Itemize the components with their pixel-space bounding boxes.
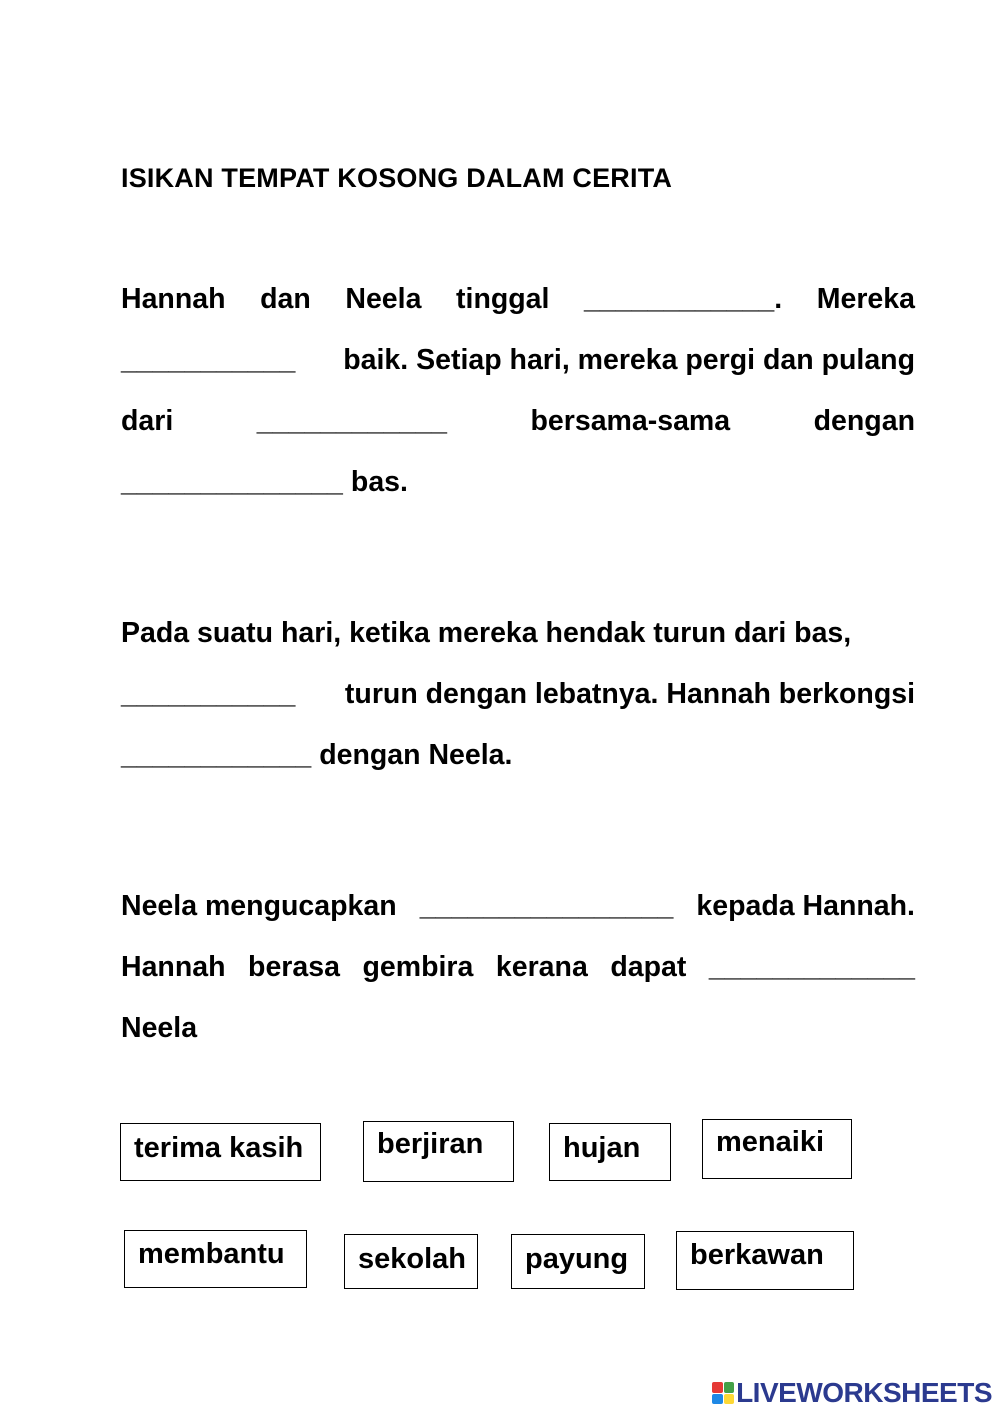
- word: Neela: [345, 283, 422, 315]
- line-text: bas.: [350, 466, 408, 498]
- word-chip-payung[interactable]: payung: [511, 1234, 645, 1289]
- line-text: Pada suatu hari, ketika mereka hendak turun dari bas,: [121, 617, 852, 649]
- word: berasa: [248, 951, 340, 983]
- word: Hannah: [121, 951, 226, 983]
- blank-4[interactable]: ______________: [121, 466, 343, 498]
- word-chip-menaiki[interactable]: menaiki: [702, 1119, 852, 1179]
- liveworksheets-logo-icon: [712, 1382, 734, 1404]
- word-chip-hujan[interactable]: hujan: [549, 1123, 671, 1181]
- word-chip-membantu[interactable]: membantu: [124, 1230, 307, 1288]
- word-chip-sekolah[interactable]: sekolah: [344, 1234, 478, 1289]
- paragraph2-line2: [121, 671, 915, 711]
- word: kerana: [495, 951, 588, 983]
- paragraph3-line1: [121, 883, 915, 923]
- word: gembira: [362, 951, 474, 983]
- line-text: Neela mengucapkan: [121, 890, 397, 922]
- blank-2[interactable]: ___________: [121, 344, 296, 376]
- word: dari: [121, 405, 174, 437]
- paragraph3-line3: [121, 1005, 915, 1045]
- line-text: Neela: [121, 1012, 198, 1044]
- blank-6[interactable]: ____________: [121, 739, 312, 771]
- line-text: turun dengan lebatnya. Hannah berkongsi: [344, 678, 915, 710]
- paragraph3-line2: [121, 944, 915, 984]
- paragraph1-line4: [121, 459, 915, 499]
- line-text: kepada Hannah.: [696, 890, 915, 922]
- paragraph2-line1: [121, 610, 915, 650]
- word: dapat: [610, 951, 687, 983]
- line-text: baik. Setiap hari, mereka pergi dan pulang: [343, 344, 915, 376]
- blank-3[interactable]: ____________: [256, 405, 447, 437]
- paragraph1-line1: [121, 276, 915, 316]
- blank-5[interactable]: ___________: [121, 678, 296, 710]
- paragraph1-line2: [121, 337, 915, 377]
- worksheet-title: ISIKAN TEMPAT KOSONG DALAM CERITA: [121, 163, 673, 193]
- word: Mereka: [816, 283, 915, 315]
- word-chip-terima-kasih[interactable]: terima kasih: [120, 1123, 321, 1181]
- word: bersama-sama: [530, 405, 731, 437]
- word: tinggal: [456, 283, 550, 315]
- word: Hannah: [121, 283, 226, 315]
- blank-8[interactable]: _____________: [708, 951, 915, 983]
- word: dan: [260, 283, 311, 315]
- paragraph1-line3: [121, 398, 915, 438]
- word-chip-berjiran[interactable]: berjiran: [363, 1121, 514, 1182]
- paragraph2-line3: [121, 732, 915, 772]
- blank-1[interactable]: ____________.: [584, 283, 783, 315]
- word-chip-berkawan[interactable]: berkawan: [676, 1231, 854, 1290]
- line-text: dengan Neela.: [319, 739, 513, 771]
- liveworksheets-brand: [712, 1377, 992, 1409]
- brand-name: LIVEWORKSHEETS: [736, 1377, 992, 1408]
- blank-7[interactable]: ________________: [419, 890, 674, 922]
- word: dengan: [813, 405, 915, 437]
